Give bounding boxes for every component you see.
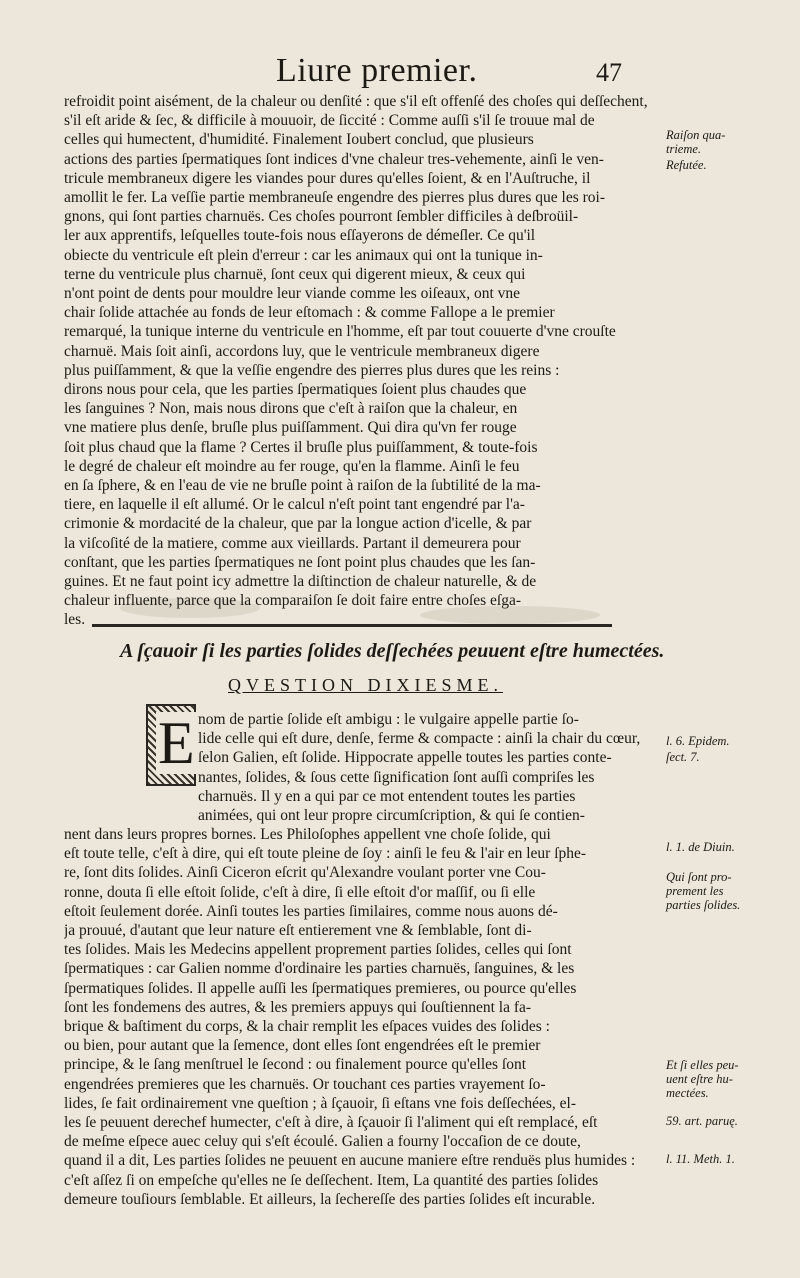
text-line: quand il a dit, Les parties ſolides ne peuuent en aucune maniere eſtre renduës plus humides :	[64, 1152, 636, 1170]
text-line: ſpermatiques : car Galien nomme d'ordinaire les parties charnuës, ſanguines, & les	[64, 960, 575, 978]
text-line: la viſcoſité de la matiere, comme aux vieillards. Partant il demeurera pour	[64, 534, 521, 552]
text-line: lide celle qui eſt dure, denſe, ferme & compacte : ainſi la chair du cœur,	[198, 730, 641, 748]
margin-note: uent eſtre hu-	[666, 1072, 733, 1086]
text-line: eſtoit ſeulement dorée. Ainſi toutes les parties ſimilaires, comme nous auons dé-	[64, 902, 558, 920]
text-line: c'eſt aſſez ſi on empeſche qu'elles ne ſe deſſechent. Item, La quantité des parties ſolides	[64, 1171, 599, 1189]
page-header	[0, 52, 800, 92]
text-line: demeure touſiours ſemblable. Et ailleurs, la ſechereſſe des parties ſolides eſt incurable.	[64, 1190, 596, 1208]
text-line: crimonie & mordacité de la chaleur, que par la longue action d'icelle, & par	[64, 515, 532, 533]
text-line: ſont les fondemens des autres, & les premiers appuys qui ſouſtiennent la fa-	[64, 998, 532, 1016]
text-line: amollit le fer. La veſſie partie membraneuſe engendre des pierres plus dures que les roi-	[64, 189, 606, 207]
text-line: chair ſolide attachée au fonds de leur eſtomach : & comme Fallope a le premier	[64, 304, 555, 322]
margin-note: ſect. 7.	[666, 750, 700, 764]
margin-note: Et ſi elles peu-	[666, 1058, 739, 1072]
text-line: animées, qui ont leur propre circumſcription, & qui ſe contien-	[198, 807, 585, 825]
text-line: ſpermatiques ſolides. Il appelle auſſi les ſpermatiques premieres, ou pource qu'elles	[64, 979, 577, 997]
body-text-rest	[64, 825, 660, 1209]
text-line: ler aux apprentifs, leſquelles toute-fois nous eſſayerons de démeſler. Ce qu'il	[64, 227, 536, 245]
text-line: ja prouué, d'autant que leur nature eſt entierement vne & ſemblable, ſont di-	[64, 922, 532, 940]
text-line: les.	[64, 611, 86, 629]
margin-note: trieme.	[666, 142, 702, 156]
text-line: de meſme eſpece auec celuy qui s'eſt écoulé. Galien a fourny l'occaſion de ce doute,	[64, 1133, 581, 1151]
section-title: A ſçauoir ſi les parties ſolides deſſechées peuuent eſtre humectées.	[120, 640, 665, 662]
text-line: ronne, douta ſi elle eſtoit ſolide, c'eſt à dire, ſi elle eſtoit d'or maſſif, ou ſi elle	[64, 883, 536, 901]
text-line: lides, ſe fait ordinairement vne queſtion ; à ſçauoir, ſi eſtans vne fois deſſechées, el-	[64, 1094, 576, 1112]
text-line: nom de partie ſolide eſt ambigu : le vulgaire appelle partie ſo-	[198, 711, 579, 728]
text-line: eſt toute telle, c'eſt à dire, qui eſt toute pleine de ſoy : ainſi le feu & l'air en leur ſphe-	[64, 845, 587, 863]
text-line: obiecte du ventricule eſt plein d'erreur : car les animaux qui ont la tunique in-	[64, 246, 543, 264]
text-line: ou bien, pour autant que la ſemence, dont elles ſont engendrées eſt le premier	[64, 1037, 541, 1055]
text-line: charnuës. Il y en a qui par ce mot entendent toutes les parties	[198, 787, 576, 805]
body-text-top	[64, 92, 660, 630]
text-line: s'il eſt aride & ſec, & difficile à mouuoir, de ſiccité : Comme auſſi s'il ſe trouue mal de	[64, 112, 595, 130]
body-text-dropcap	[198, 710, 658, 825]
text-line: ſoit plus chaud que la flame ? Certes il bruſle plus puiſſamment, & toute-fois	[64, 438, 538, 456]
text-line: brique & baſtiment du corps, & la chair remplit les eſpaces vuides des ſolides :	[64, 1018, 550, 1036]
text-line: principe, & le ſang menſtruel le ſecond : ou finalement pource qu'elles ſont	[64, 1056, 527, 1074]
margin-note: mectées.	[666, 1086, 709, 1100]
text-line: les ſe peuuent derechef humecter, c'eſt à dire, à ſçauoir ſi l'aliment qui eſt remplacé, eſt	[64, 1114, 598, 1132]
margin-note: l. 1. de Diuin.	[666, 840, 735, 854]
text-line: plus puiſſamment, & que la veſſie engendre des pierres plus dures que les reins :	[64, 361, 560, 379]
text-line: tes ſolides. Mais les Medecins appellent proprement parties ſolides, celles qui ſont	[64, 941, 572, 959]
margin-note: prement les	[666, 884, 724, 898]
running-title: Liure premier.	[276, 52, 478, 89]
text-line: tricule membraneux digere les viandes pour dures qu'elles ſoient, & en l'Auſtruche, il	[64, 169, 591, 187]
text-line: charnuë. Mais ſoit ainſi, accordons luy, que le ventricule membraneux digere	[64, 342, 540, 360]
margin-note: parties ſolides.	[666, 898, 741, 912]
text-line: refroidit point aisément, de la chaleur ou denſité : que s'il eſt offenſé des choſes qui deſſechent,	[64, 93, 648, 110]
text-line: ſelon Galien, eſt ſolide. Hippocrate appelle toutes les parties conte-	[198, 749, 612, 767]
text-line: vne matiere plus denſe, bruſle plus puiſſamment. Qui dira qu'vn fer rouge	[64, 419, 517, 437]
text-line: engendrées premieres que les charnuës. Or touchant ces parties vrayement ſo-	[64, 1075, 546, 1093]
text-line: n'ont point de dents pour mouldre leur viande comme les oiſeaux, ont vne	[64, 285, 521, 303]
margin-note: l. 6. Epidem.	[666, 734, 730, 748]
text-line: nent dans leurs propres bornes. Les Philoſophes appellent vne choſe ſolide, qui	[64, 826, 551, 843]
text-line: conſtant, que les parties ſpermatiques ne ſont point plus chaudes que les ſan-	[64, 553, 536, 571]
text-line: tiere, en laquelle il eſt allumé. Or le calcul n'eſt point tant engendré par l'a-	[64, 496, 525, 514]
text-line: remarqué, la tunique interne du ventricule en l'homme, eſt par tout couuerte d'vne crouſte	[64, 323, 616, 341]
dropcap-letter: E	[158, 710, 195, 776]
text-line: actions des parties ſpermatiques ſont indices d'vne chaleur tres-vehemente, ainſi le ven-	[64, 150, 604, 168]
text-line: en ſa ſphere, & en l'eau de vie ne bruſle point à raiſon de la ſubtilité de la ma-	[64, 477, 541, 495]
margin-note: Refutée.	[666, 158, 707, 172]
decorated-initial	[146, 704, 196, 786]
text-line: chaleur influente, parce que la comparaiſon ſe doit faire entre choſes eſga-	[64, 592, 522, 610]
text-line: terne du ventricule plus charnuë, ſont ceux qui digerent mieux, & ceux qui	[64, 265, 526, 283]
question-heading: QVESTION DIXIESME.	[228, 675, 503, 695]
section-divider	[92, 624, 612, 627]
text-line: le degré de chaleur eſt moindre au fer rouge, qu'en la flamme. Ainſi le feu	[64, 457, 520, 475]
text-line: gnons, qui ſont parties charnuës. Ces choſes pourront ſembler difficiles à deſbroüil-	[64, 208, 579, 226]
page-number: 47	[596, 58, 622, 87]
text-line: nantes, ſolides, & ſous cette ſignification ſont auſſi compriſes les	[198, 768, 595, 786]
margin-note: l. 11. Meth. 1.	[666, 1152, 735, 1166]
margin-note: Raiſon qua-	[666, 128, 726, 142]
text-line: les ſanguines ? Non, mais nous dirons que c'eſt à raiſon que la chaleur, en	[64, 400, 518, 418]
margin-note: Qui ſont pro-	[666, 870, 732, 884]
text-line: celles qui humectent, d'humidité. Finalement Ioubert conclud, que plusieurs	[64, 131, 534, 149]
text-line: guines. Et ne faut point icy admettre la diſtinction de chaleur naturelle, & de	[64, 573, 537, 591]
text-line: re, ſont dits ſolides. Ainſi Ciceron eſcrit qu'Alexandre voulant porter vne Cou-	[64, 864, 546, 882]
text-line: dirons nous pour cela, que les parties ſpermatiques ſoient plus chaudes que	[64, 381, 527, 399]
margin-note: 59. art. paruę.	[666, 1114, 738, 1128]
